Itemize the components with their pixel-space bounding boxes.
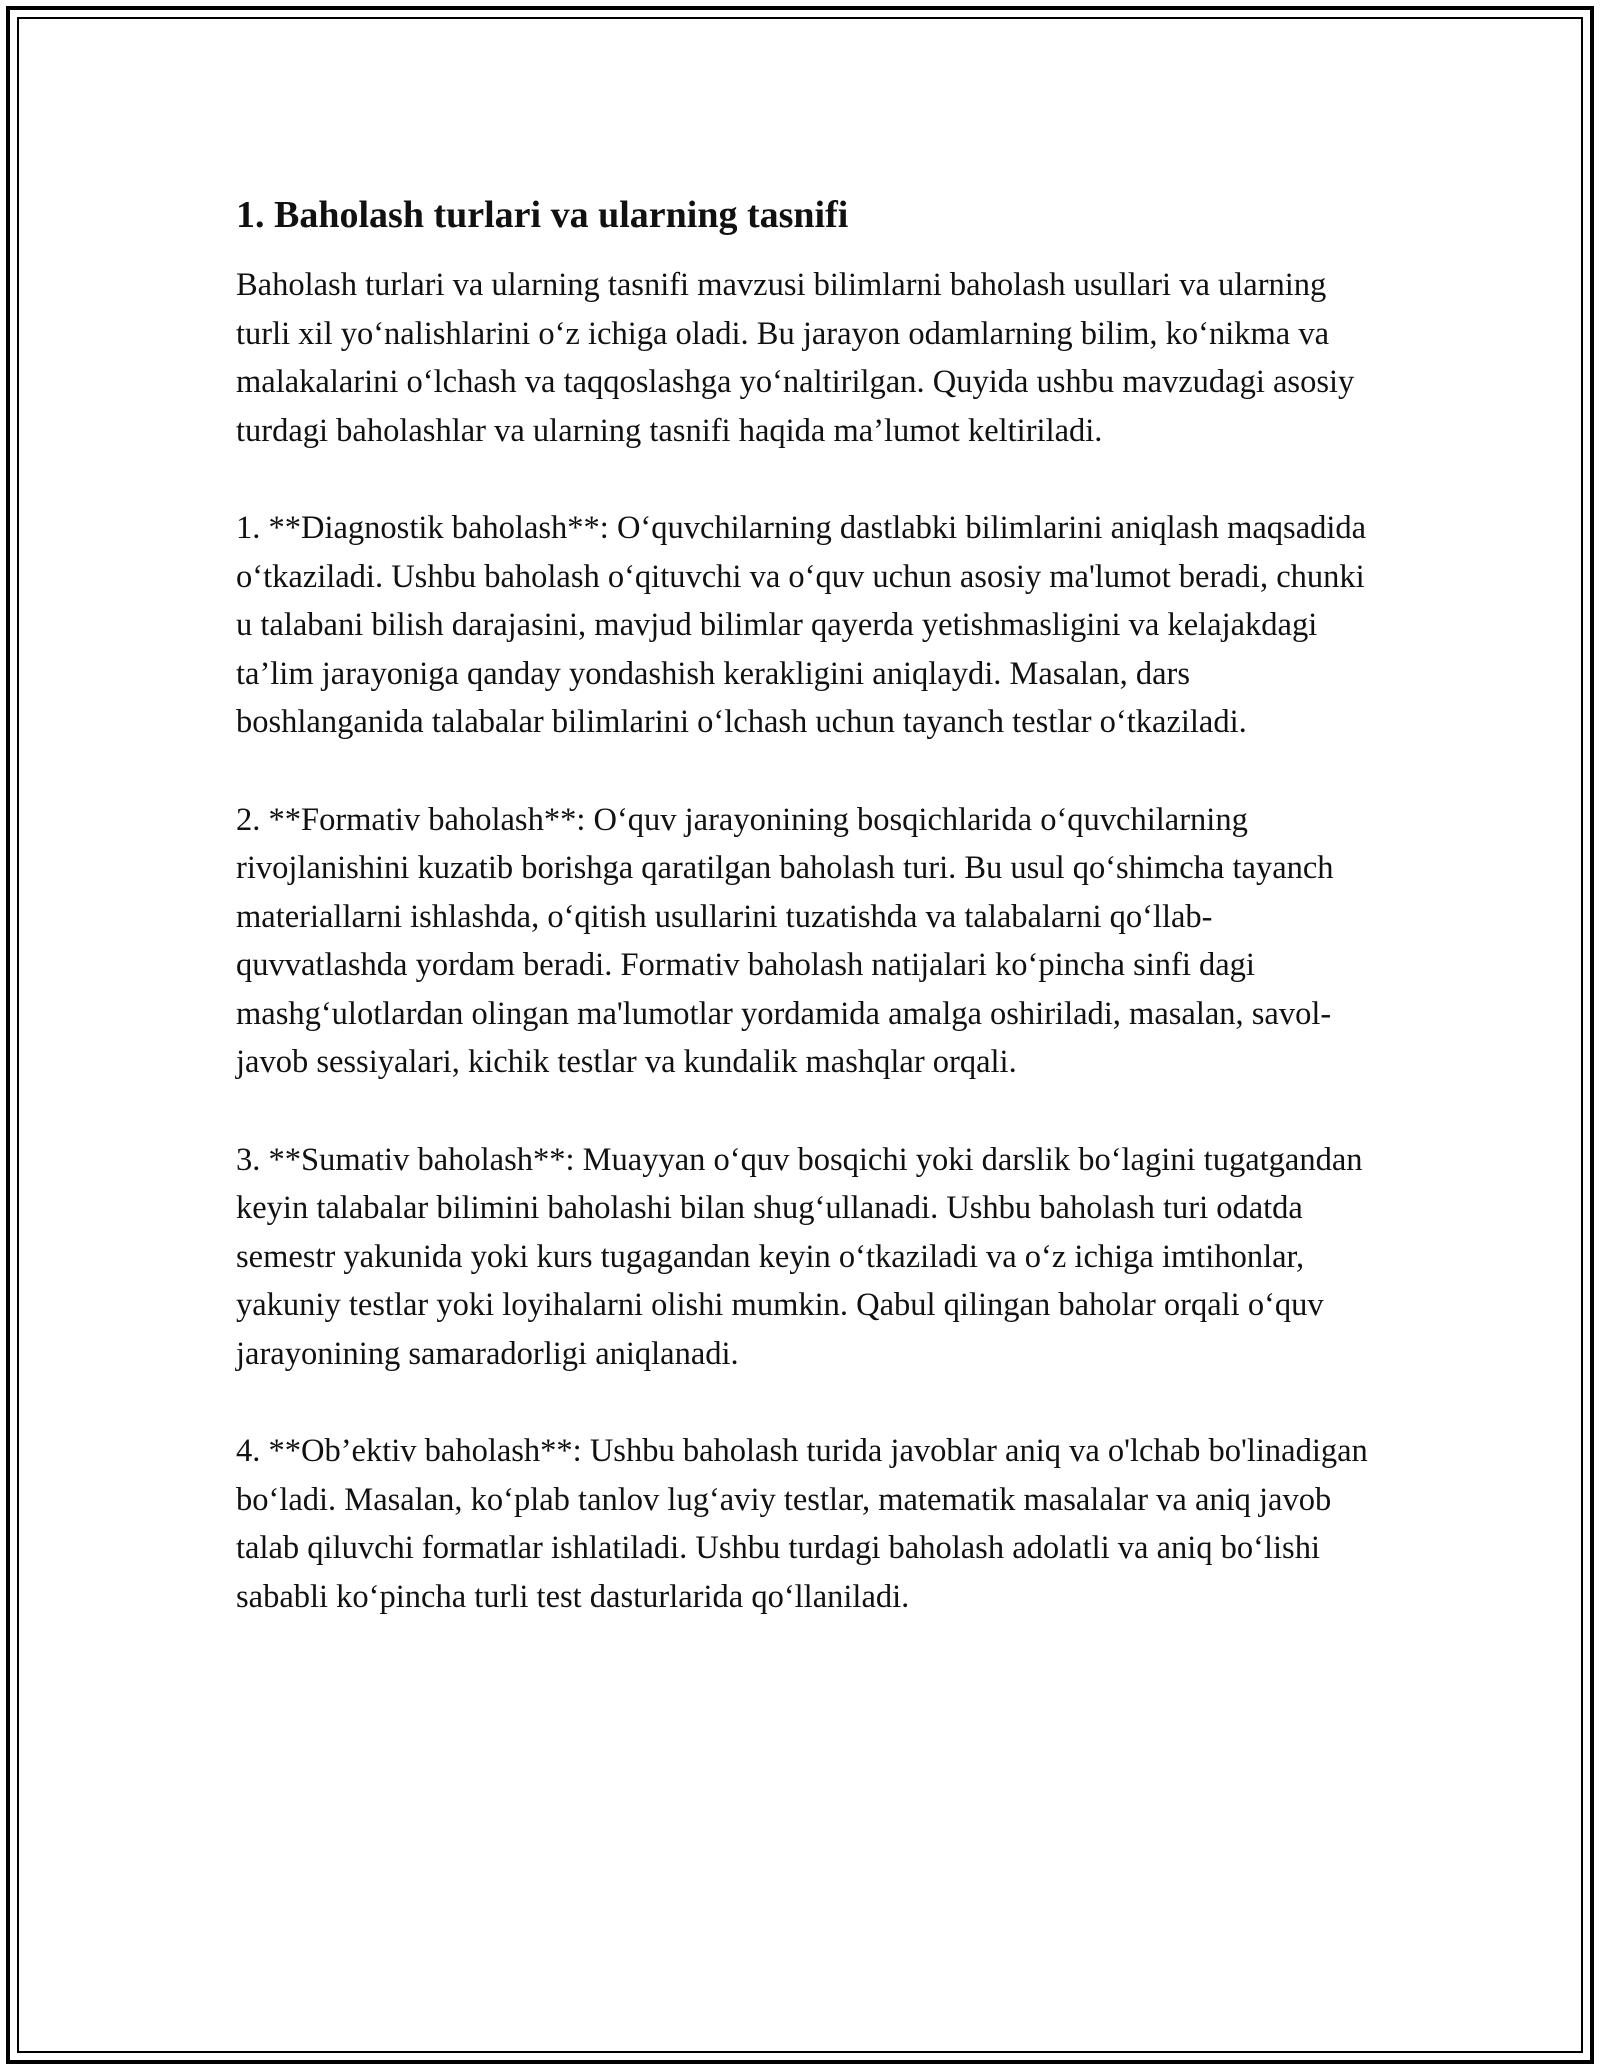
section-heading: 1. Baholash turlari va ularning tasnifi xyxy=(236,194,849,236)
list-item-formativ: 2. **Formativ baholash**: O‘quv jarayonining bosqichlarida o‘quvchilarning rivojlanishini kuzatib borishga qaratilgan baholash turi. Bu usul qo‘shimcha tayanch materiallarni ishlashda, o‘qitish usullarini tuzatishda va talabalarni qo‘llab-quvvatlashda yordam beradi. Formativ baholash natijalari ko‘pincha sinfi dagi mashg‘ulotlardan olingan ma'lumotlar yordamida amalga oshiriladi, masalan, savol-javob sessiyalari, kichik testlar va kundalik mashqlar orqali. xyxy=(236,801,1334,1080)
document-body xyxy=(236,190,1382,1670)
intro-paragraph: Baholash turlari va ularning tasnifi mavzusi bilimlarni baholash usullari va ularning turli xil yo‘nalishlarini o‘z ichiga oladi. Bu jarayon odamlarning bilim, ko‘nikma va malakalarini o‘lchash va taqqoslashga yo‘naltirilgan. Quyida ushbu mavzudagi asosiy turdagi baholashlar va ularning tasnifi haqida ma’lumot keltiriladi. xyxy=(236,267,1355,449)
list-item-obektiv: 4. **Ob’ektiv baholash**: Ushbu baholash turida javoblar aniq va o'lchab bo'linadigan bo‘ladi. Masalan, ko‘plab tanlov lug‘aviy testlar, matematik masalalar va aniq javob talab qiluvchi formatlar ishlatiladi. Ushbu turdagi baholash adolatli va aniq bo‘lishi sababli ko‘pincha turli test dasturlarida qo‘llaniladi. xyxy=(236,1433,1368,1615)
list-item-diagnostik: 1. **Diagnostik baholash**: O‘quvchilarning dastlabki bilimlarini aniqlash maqsadida o‘tkaziladi. Ushbu baholash o‘qituvchi va o‘quv uchun asosiy ma'lumot beradi, chunki u talabani bilish darajasini, mavjud bilimlar qayerda yetishmasligini va kelajakdagi ta’lim jarayoniga qanday yondashish kerakligini aniqlaydi. Masalan, dars boshlanganida talabalar bilimlarini o‘lchash uchun tayanch testlar o‘tkaziladi. xyxy=(236,510,1367,740)
list-item-sumativ: 3. **Sumativ baholash**: Muayyan o‘quv bosqichi yoki darslik bo‘lagini tugatgandan keyin talabalar bilimini baholashi bilan shug‘ullanadi. Ushbu baholash turi odatda semestr yakunida yoki kurs tugagandan keyin o‘tkaziladi va o‘z ichiga imtihonlar, yakuniy testlar yoki loyihalarni olishi mumkin. Qabul qilingan baholar orqali o‘quv jarayonining samaradorligi aniqlanadi. xyxy=(236,1141,1363,1372)
